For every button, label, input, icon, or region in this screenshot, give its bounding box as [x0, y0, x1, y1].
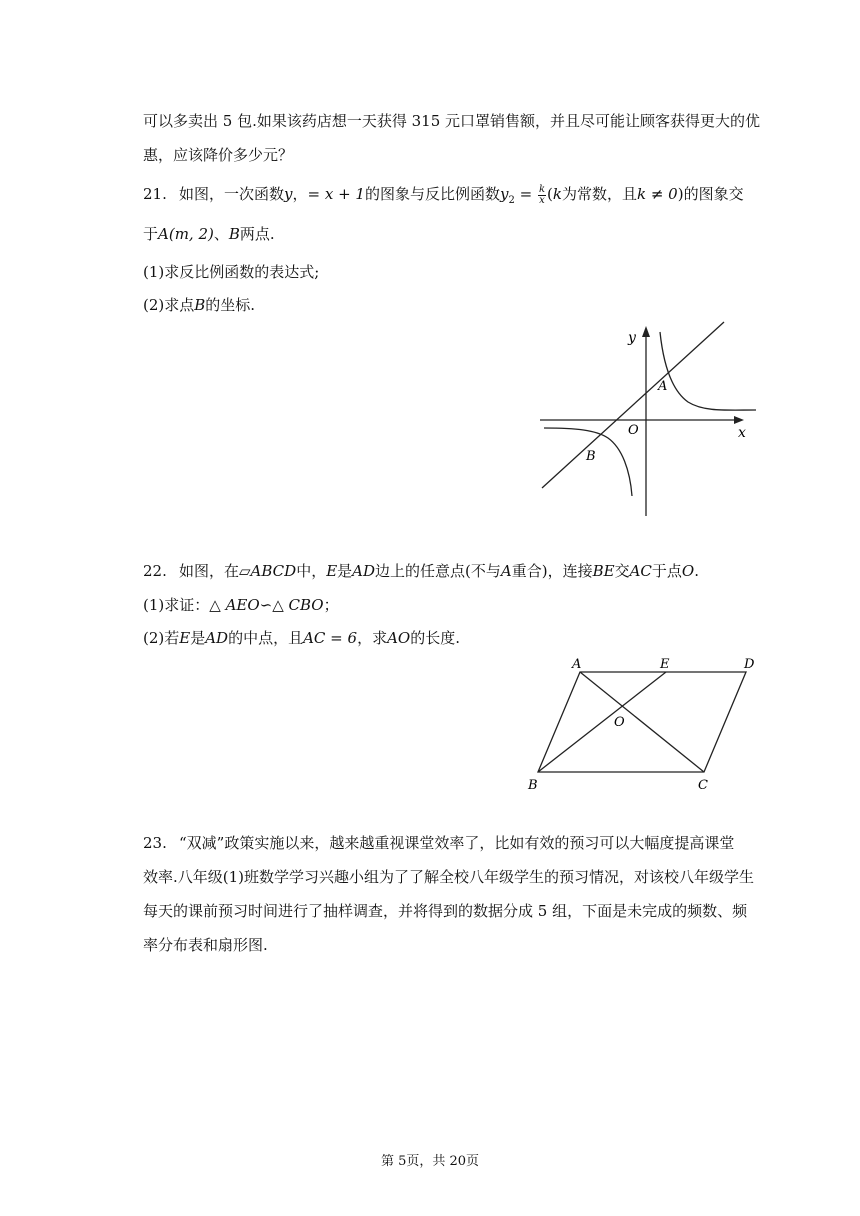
linear-function-line [542, 322, 724, 488]
hyperbola-branch-q1 [660, 332, 756, 410]
segment-be [538, 672, 666, 772]
point-a-label: A [658, 379, 668, 394]
q22-line-1: 22. 如图，在▱ABCD中，E是AD边上的任意点(不与A重合)，连接BE交AC于点O. [143, 562, 700, 580]
y-axis-label: y [628, 330, 636, 346]
q23-line-1: 23. “双减”政策实施以来，越来越重视课堂效率了，比如有效的预习可以大幅度提高课堂 [143, 834, 735, 852]
x-axis-label: x [738, 425, 746, 441]
q23-number: 23. [143, 834, 167, 852]
q21-part-1: (1)求反比例函数的表达式; [143, 263, 320, 281]
page-footer: 第 5页，共 20页 [380, 1154, 480, 1169]
x-axis-arrow [734, 416, 744, 424]
figure-21-graph [536, 320, 764, 522]
intro-line-1: 可以多卖出 5 包.如果该药店想一天获得 315 元口罩销售额，并且尽可能让顾客获得更大的优 [143, 112, 761, 130]
q23-line-4: 率分布表和扇形图. [143, 936, 268, 954]
vertex-d-label: D [744, 657, 755, 672]
diagonal-ac [580, 672, 704, 772]
q21-line-2: 于A(m, 2)、B两点. [143, 225, 275, 243]
origin-label: O [628, 423, 639, 438]
q21-number: 21. [143, 185, 167, 203]
y-axis-arrow [642, 326, 650, 337]
point-b-label: B [586, 449, 596, 464]
q21-line-1: 21. 如图，一次函数y，= x + 1的图象与反比例函数$y_2$ = $\frac{k}{x}$ (k为常数，且k ≠ 0)的图象交 [143, 183, 744, 206]
q22-part-2: (2)若E是AD的中点，且AC = 6，求AO的长度. [143, 629, 460, 647]
point-e-label: E [660, 657, 670, 672]
vertex-a-label: A [572, 657, 582, 672]
vertex-c-label: C [698, 778, 708, 793]
q21-part-2: (2)求点B的坐标. [143, 296, 256, 314]
q23-line-3: 每天的课前预习时间进行了抽样调查，并将得到的数据分成 5 组，下面是未完成的频数、频 [143, 902, 748, 920]
q22-number: 22. [143, 562, 167, 580]
k-over-x-fraction: $\frac{k}{x}$ [538, 183, 546, 206]
point-o-label: O [614, 715, 625, 730]
q22-part-1: (1)求证：△ AEO∽△ CBO； [143, 596, 339, 614]
intro-line-2: 惠，应该降价多少元？ [143, 146, 294, 164]
vertex-b-label: B [528, 778, 538, 793]
figure-22-parallelogram [522, 652, 772, 794]
q23-line-2: 效率.八年级(1)班数学学习兴趣小组为了了解全校八年级学生的预习情况，对该校八年级学生 [143, 868, 755, 886]
